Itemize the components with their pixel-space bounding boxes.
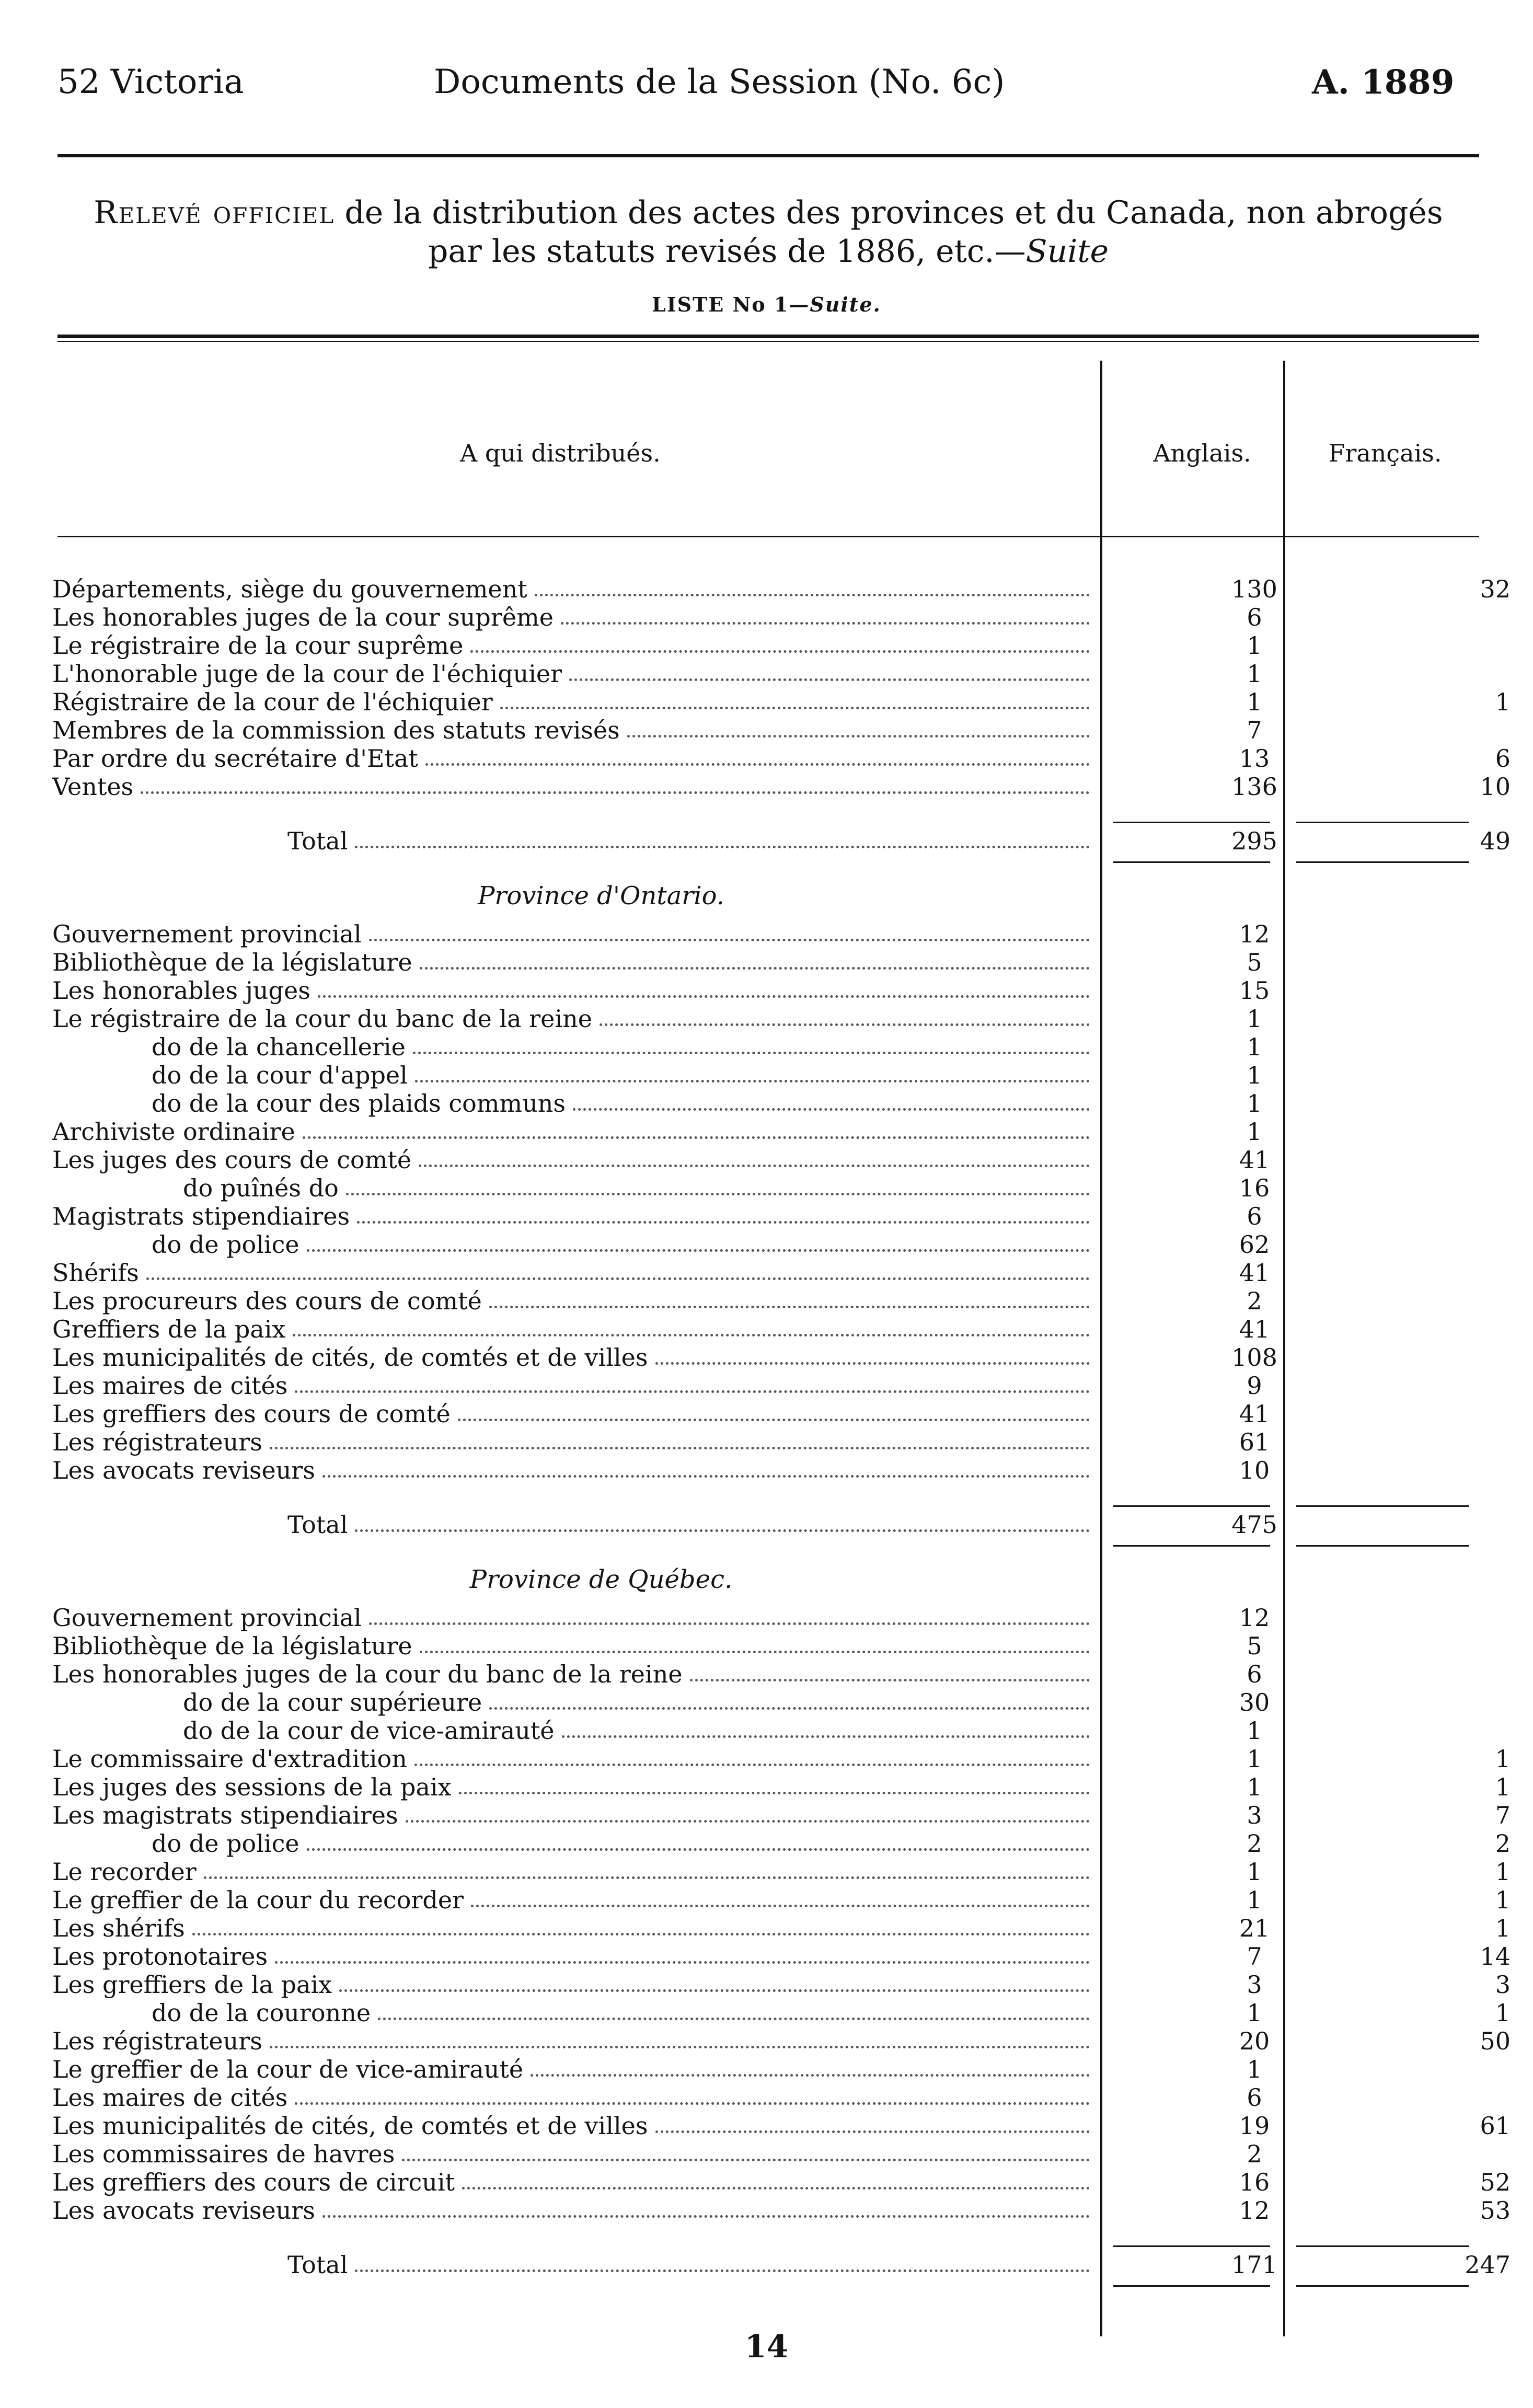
leader-dots bbox=[146, 1277, 1090, 1280]
row-anglais: 3 bbox=[1247, 1801, 1262, 1829]
row-label: Bibliothèque de la législature bbox=[52, 1632, 412, 1660]
row-anglais: 108 bbox=[1231, 1343, 1277, 1372]
header-left: 52 Victoria bbox=[57, 63, 244, 101]
total-label: Total bbox=[287, 1511, 348, 1539]
leader-dots bbox=[690, 1679, 1090, 1681]
row-label: Le commissaire d'extradition bbox=[52, 1745, 407, 1773]
leader-dots bbox=[600, 1023, 1090, 1026]
row-francais: 6 bbox=[1495, 744, 1511, 773]
row-anglais: 62 bbox=[1239, 1230, 1270, 1259]
row-label: Membres de la commission des statuts revisés bbox=[52, 716, 620, 744]
row-anglais: 1 bbox=[1247, 1716, 1262, 1745]
row-label: Par ordre du secrétaire d'Etat bbox=[52, 744, 418, 773]
total-rule-anglais bbox=[1113, 1505, 1270, 1507]
row-anglais: 20 bbox=[1239, 2027, 1270, 2055]
row-label: Les commissaires de havres bbox=[52, 2140, 395, 2168]
row-francais: 1 bbox=[1495, 688, 1511, 716]
leader-dots bbox=[357, 1221, 1090, 1224]
total-francais: 247 bbox=[1465, 2251, 1511, 2279]
row-anglais: 9 bbox=[1247, 1372, 1262, 1400]
leader-dots bbox=[295, 2102, 1090, 2105]
liste-suite: Suite. bbox=[810, 293, 881, 316]
row-anglais: 6 bbox=[1247, 1202, 1262, 1230]
row-label: Les avocats reviseurs bbox=[52, 2196, 315, 2225]
row-label: do de la cour d'appel bbox=[152, 1061, 408, 1089]
row-anglais: 5 bbox=[1247, 948, 1262, 976]
total-bottom-rule-anglais bbox=[1113, 2285, 1270, 2287]
row-label: Archiviste ordinaire bbox=[52, 1117, 295, 1146]
leader-dots bbox=[275, 1961, 1090, 1964]
leader-dots bbox=[369, 939, 1090, 941]
row-label: Les greffiers de la paix bbox=[52, 1971, 332, 1999]
title-line-1 bbox=[57, 193, 1479, 232]
row-anglais: 30 bbox=[1239, 1688, 1270, 1716]
row-anglais: 1 bbox=[1247, 1005, 1262, 1033]
row-anglais: 15 bbox=[1239, 976, 1270, 1005]
row-label: do de police bbox=[152, 1829, 299, 1858]
row-label: Les régistrateurs bbox=[52, 2027, 262, 2055]
row-label: Les greffiers des cours de comté bbox=[52, 1400, 451, 1428]
leader-dots bbox=[531, 2074, 1090, 2077]
row-anglais: 1 bbox=[1247, 1999, 1262, 2027]
leader-dots bbox=[307, 1249, 1090, 1252]
title-line-2 bbox=[57, 232, 1479, 271]
leader-dots bbox=[535, 594, 1090, 596]
page-number: 14 bbox=[744, 2329, 789, 2365]
row-francais: 1 bbox=[1495, 1745, 1511, 1773]
leader-dots bbox=[406, 1820, 1090, 1823]
leader-dots bbox=[627, 735, 1090, 738]
leader-dots bbox=[355, 846, 1090, 848]
total-label: Total bbox=[287, 827, 348, 855]
row-label: Gouvernement provincial bbox=[52, 920, 362, 948]
total-bottom-rule-francais bbox=[1296, 2285, 1469, 2287]
leader-dots bbox=[425, 763, 1090, 766]
total-rule-francais bbox=[1296, 822, 1469, 823]
row-francais: 52 bbox=[1480, 2168, 1511, 2196]
row-label: Les greffiers des cours de circuit bbox=[52, 2168, 455, 2196]
row-anglais: 1 bbox=[1247, 1061, 1262, 1089]
total-label: Total bbox=[287, 2251, 348, 2279]
row-anglais: 13 bbox=[1239, 744, 1270, 773]
row-label: Le régistraire de la cour suprême bbox=[52, 631, 464, 660]
leader-dots bbox=[471, 1905, 1090, 1907]
leader-dots bbox=[462, 2187, 1090, 2190]
row-anglais: 41 bbox=[1239, 1146, 1270, 1174]
row-anglais: 7 bbox=[1247, 1942, 1262, 1971]
row-francais: 61 bbox=[1480, 2112, 1511, 2140]
total-bottom-rule-francais bbox=[1296, 1545, 1469, 1547]
row-anglais: 12 bbox=[1239, 1604, 1270, 1632]
leader-dots bbox=[459, 1792, 1090, 1794]
title-lead: Relevé officiel bbox=[94, 194, 335, 231]
row-label: Le régistraire de la cour du banc de la reine bbox=[52, 1005, 592, 1033]
row-label: Les protonotaires bbox=[52, 1942, 268, 1971]
leader-dots bbox=[573, 1108, 1090, 1111]
row-label: do de la couronne bbox=[152, 1999, 371, 2027]
leader-dots bbox=[307, 1848, 1090, 1851]
leader-dots bbox=[355, 2269, 1090, 2272]
row-anglais: 1 bbox=[1247, 631, 1262, 660]
leader-dots bbox=[339, 1989, 1090, 1992]
row-francais: 10 bbox=[1480, 773, 1511, 801]
leader-dots bbox=[402, 2159, 1090, 2161]
leader-dots bbox=[500, 707, 1090, 709]
row-anglais: 2 bbox=[1247, 2140, 1262, 2168]
row-anglais: 2 bbox=[1247, 1829, 1262, 1858]
row-anglais: 1 bbox=[1247, 1033, 1262, 1061]
row-anglais: 6 bbox=[1247, 2083, 1262, 2112]
page-title bbox=[57, 193, 1479, 271]
row-label: Les régistrateurs bbox=[52, 1428, 262, 1456]
row-label: Le greffier de la cour du recorder bbox=[52, 1886, 464, 1914]
leader-dots bbox=[470, 650, 1090, 653]
row-anglais: 136 bbox=[1231, 773, 1277, 801]
row-label: Le greffier de la cour de vice-amirauté bbox=[52, 2055, 524, 2083]
row-anglais: 130 bbox=[1231, 575, 1277, 603]
row-label: do de la chancellerie bbox=[152, 1033, 406, 1061]
column-divider-1 bbox=[1100, 361, 1102, 2336]
row-label: do de la cour des plaids communs bbox=[152, 1089, 566, 1117]
row-label: Les avocats reviseurs bbox=[52, 1456, 315, 1484]
row-label: Shérifs bbox=[52, 1259, 139, 1287]
row-label: Les municipalités de cités, de comtés et de villes bbox=[52, 2112, 648, 2140]
row-anglais: 2 bbox=[1247, 1287, 1262, 1315]
leader-dots bbox=[415, 1080, 1090, 1082]
row-anglais: 6 bbox=[1247, 603, 1262, 631]
row-anglais: 1 bbox=[1247, 1117, 1262, 1146]
total-rule-francais bbox=[1296, 2245, 1469, 2247]
table-top-rule bbox=[57, 335, 1479, 338]
leader-dots bbox=[369, 1622, 1090, 1625]
row-anglais: 1 bbox=[1247, 1886, 1262, 1914]
row-anglais: 5 bbox=[1247, 1632, 1262, 1660]
row-label: Les juges des sessions de la paix bbox=[52, 1773, 452, 1801]
leader-dots bbox=[419, 1165, 1090, 1167]
row-francais: 1 bbox=[1495, 1999, 1511, 2027]
row-label: Bibliothèque de la législature bbox=[52, 948, 412, 976]
row-label: Magistrats stipendiaires bbox=[52, 1202, 350, 1230]
total-bottom-rule-anglais bbox=[1113, 861, 1270, 863]
row-anglais: 3 bbox=[1247, 1971, 1262, 1999]
row-label: do de la cour de vice-amirauté bbox=[183, 1716, 555, 1745]
page-header bbox=[57, 63, 1469, 120]
table-top-rule-thin bbox=[57, 341, 1479, 342]
row-francais: 14 bbox=[1480, 1942, 1511, 1971]
row-anglais: 12 bbox=[1239, 920, 1270, 948]
row-anglais: 6 bbox=[1247, 1660, 1262, 1688]
row-anglais: 1 bbox=[1247, 1858, 1262, 1886]
col-header-francais: Français. bbox=[1328, 439, 1442, 467]
total-francais: 49 bbox=[1480, 827, 1511, 855]
row-francais: 1 bbox=[1495, 1858, 1511, 1886]
row-francais: 2 bbox=[1495, 1829, 1511, 1858]
row-francais: 53 bbox=[1480, 2196, 1511, 2225]
total-anglais: 295 bbox=[1231, 827, 1277, 855]
leader-dots bbox=[569, 678, 1090, 681]
row-francais: 1 bbox=[1495, 1773, 1511, 1801]
leader-dots bbox=[413, 1052, 1090, 1054]
leader-dots bbox=[192, 1933, 1090, 1935]
row-francais: 3 bbox=[1495, 1971, 1511, 1999]
row-label: Régistraire de la cour de l'échiquier bbox=[52, 688, 493, 716]
row-label: do de police bbox=[152, 1230, 299, 1259]
row-label: Les procureurs des cours de comté bbox=[52, 1287, 482, 1315]
leader-dots bbox=[204, 1876, 1090, 1879]
row-label: Les maires de cités bbox=[52, 1372, 288, 1400]
row-label: Ventes bbox=[52, 773, 134, 801]
title-line2-suite: Suite bbox=[1025, 233, 1109, 270]
leader-dots bbox=[458, 1419, 1090, 1421]
province-heading: Province d'Ontario. bbox=[478, 881, 724, 911]
row-label: Les maires de cités bbox=[52, 2083, 288, 2112]
title-line1-text: de la distribution des actes des provinces et du Canada, non abrogés bbox=[335, 194, 1443, 231]
col-header-who: A qui distribués. bbox=[460, 439, 661, 467]
leader-dots bbox=[414, 1764, 1090, 1766]
row-anglais: 1 bbox=[1247, 2055, 1262, 2083]
row-label: Les magistrats stipendiaires bbox=[52, 1801, 398, 1829]
row-label: do de la cour supérieure bbox=[183, 1688, 482, 1716]
province-heading: Province de Québec. bbox=[469, 1565, 733, 1594]
row-anglais: 41 bbox=[1239, 1400, 1270, 1428]
row-label: L'honorable juge de la cour de l'échiquier bbox=[52, 660, 562, 688]
leader-dots bbox=[655, 2130, 1090, 2133]
row-francais: 32 bbox=[1480, 575, 1511, 603]
row-label: Les honorables juges de la cour du banc de la reine bbox=[52, 1660, 683, 1688]
leader-dots bbox=[295, 1390, 1090, 1393]
leader-dots bbox=[489, 1707, 1090, 1710]
row-label: Les shérifs bbox=[52, 1914, 185, 1942]
leader-dots bbox=[489, 1306, 1090, 1308]
total-anglais: 171 bbox=[1231, 2251, 1277, 2279]
title-line2-text: par les statuts revisés de 1886, etc.— bbox=[428, 233, 1026, 270]
total-rule-francais bbox=[1296, 1505, 1469, 1507]
header-rule bbox=[57, 154, 1479, 157]
row-label: Le recorder bbox=[52, 1858, 197, 1886]
row-anglais: 12 bbox=[1239, 2196, 1270, 2225]
row-anglais: 41 bbox=[1239, 1315, 1270, 1343]
row-anglais: 1 bbox=[1247, 688, 1262, 716]
total-bottom-rule-francais bbox=[1296, 861, 1469, 863]
leader-dots bbox=[561, 622, 1090, 625]
leader-dots bbox=[346, 1193, 1090, 1195]
leader-dots bbox=[322, 1475, 1090, 1478]
row-anglais: 21 bbox=[1239, 1914, 1270, 1942]
leader-dots bbox=[270, 2046, 1090, 2048]
liste-text: LISTE No 1— bbox=[652, 293, 810, 316]
header-bottom-rule bbox=[57, 536, 1479, 537]
row-anglais: 10 bbox=[1239, 1456, 1270, 1484]
row-francais: 1 bbox=[1495, 1914, 1511, 1942]
total-bottom-rule-anglais bbox=[1113, 1545, 1270, 1547]
row-anglais: 7 bbox=[1247, 716, 1262, 744]
row-anglais: 61 bbox=[1239, 1428, 1270, 1456]
header-right: A. 1889 bbox=[1312, 63, 1455, 102]
row-label: Les municipalités de cités, de comtés et de villes bbox=[52, 1343, 648, 1372]
leader-dots bbox=[293, 1334, 1090, 1337]
total-rule-anglais bbox=[1113, 822, 1270, 823]
header-center: Documents de la Session (No. 6c) bbox=[434, 63, 1005, 101]
leader-dots bbox=[141, 791, 1090, 794]
row-anglais: 1 bbox=[1247, 1089, 1262, 1117]
row-label: do puînés do bbox=[183, 1174, 339, 1202]
row-francais: 7 bbox=[1495, 1801, 1511, 1829]
liste-heading bbox=[0, 293, 1533, 316]
leader-dots bbox=[420, 1651, 1090, 1653]
row-label: Greffiers de la paix bbox=[52, 1315, 286, 1343]
row-anglais: 1 bbox=[1247, 1745, 1262, 1773]
row-label: Gouvernement provincial bbox=[52, 1604, 362, 1632]
leader-dots bbox=[303, 1136, 1090, 1139]
leader-dots bbox=[270, 1447, 1090, 1449]
leader-dots bbox=[318, 995, 1090, 998]
row-anglais: 1 bbox=[1247, 660, 1262, 688]
row-francais: 1 bbox=[1495, 1886, 1511, 1914]
row-anglais: 41 bbox=[1239, 1259, 1270, 1287]
leader-dots bbox=[562, 1735, 1090, 1738]
row-anglais: 1 bbox=[1247, 1773, 1262, 1801]
row-francais: 50 bbox=[1480, 2027, 1511, 2055]
row-anglais: 16 bbox=[1239, 2168, 1270, 2196]
row-label: Les juges des cours de comté bbox=[52, 1146, 412, 1174]
row-anglais: 19 bbox=[1239, 2112, 1270, 2140]
row-label: Les honorables juges bbox=[52, 976, 310, 1005]
row-label: Départements, siège du gouvernement bbox=[52, 575, 527, 603]
col-header-anglais: Anglais. bbox=[1153, 439, 1251, 467]
total-rule-anglais bbox=[1113, 2245, 1270, 2247]
total-anglais: 475 bbox=[1231, 1511, 1277, 1539]
leader-dots bbox=[420, 967, 1090, 970]
leader-dots bbox=[322, 2215, 1090, 2218]
row-anglais: 16 bbox=[1239, 1174, 1270, 1202]
leader-dots bbox=[355, 1529, 1090, 1532]
leader-dots bbox=[655, 1362, 1090, 1365]
row-label: Les honorables juges de la cour suprême bbox=[52, 603, 554, 631]
leader-dots bbox=[378, 2018, 1090, 2020]
